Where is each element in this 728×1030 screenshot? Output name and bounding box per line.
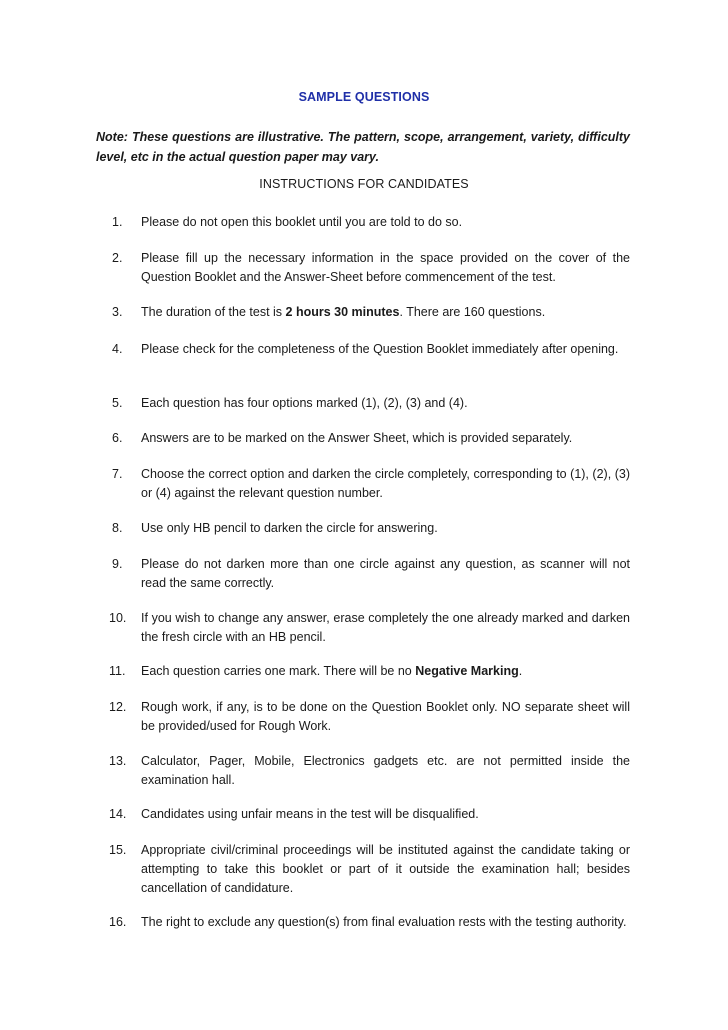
item-number: 15. [109,843,127,857]
item-number: 6. [112,431,123,445]
item-text-bold: Negative Marking [415,664,519,678]
item-text: Rough work, if any, is to be done on the Question Booklet only. NO separate sheet will be provided/used for Rough Work. [141,700,630,733]
illustrative-note: Note: These questions are illustrative. The pattern, scope, arrangement, variety, difficulty level, etc in the actual question paper may vary. [96,130,630,164]
item-number: 8. [112,521,123,535]
item-text-end: . [518,664,523,678]
item-text: Answers are to be marked on the Answer Sheet, which is provided separately. [141,431,573,445]
item-text: Candidates using unfair means in the test will be disqualified. [141,807,479,821]
item-number: 9. [112,557,123,571]
item-number: 16. [109,915,127,929]
item-number: 2. [112,251,123,265]
item-number: 12. [109,700,127,714]
item-text-start: Each question carries one mark. There will be no [141,664,416,678]
item-text: Choose the correct option and darken the circle completely, corresponding to (1), (2), (3) or (4) against the relevant question number. [141,467,630,500]
item-number: 5. [112,396,123,410]
instructions-heading: INSTRUCTIONS FOR CANDIDATES [259,177,469,191]
item-text: The right to exclude any question(s) from final evaluation rests with the testing authority. [141,915,627,929]
item-text-bold: 2 hours 30 minutes [285,305,400,319]
item-text: Please do not open this booklet until you are told to do so. [141,215,463,229]
item-text: Please fill up the necessary information in the space provided on the cover of the Question Booklet and the Answer-Sheet before commencement of the test. [141,251,630,284]
item-text: Calculator, Pager, Mobile, Electronics gadgets etc. are not permitted inside the examination hall. [141,754,630,787]
item-number: 13. [109,754,127,768]
item-text [141,303,630,322]
item-text-start: The duration of the test is [141,305,286,319]
item-text-end: . There are 160 questions. [399,305,546,319]
item-number: 11. [109,664,126,678]
item-number: 14. [109,807,127,821]
item-number: 3. [112,305,123,319]
item-text: If you wish to change any answer, erase completely the one already marked and darken the fresh circle with an HB pencil. [141,611,630,644]
item-number: 4. [112,342,123,356]
item-number: 7. [112,467,123,481]
item-text: Appropriate civil/criminal proceedings will be instituted against the candidate taking or attempting to take this booklet or part of it outside the examination hall; besides cancellation of candidature. [141,843,630,895]
item-text: Please do not darken more than one circle against any question, as scanner will not read the same correctly. [141,557,630,590]
item-text: Each question has four options marked (1), (2), (3) and (4). [141,396,468,410]
item-number: 10. [109,611,127,625]
page-title: SAMPLE QUESTIONS [298,90,430,104]
item-text [141,662,630,681]
item-number: 1. [112,215,123,229]
item-text: Please check for the completeness of the Question Booklet immediately after opening. [141,342,619,356]
item-text: Use only HB pencil to darken the circle for answering. [141,521,438,535]
